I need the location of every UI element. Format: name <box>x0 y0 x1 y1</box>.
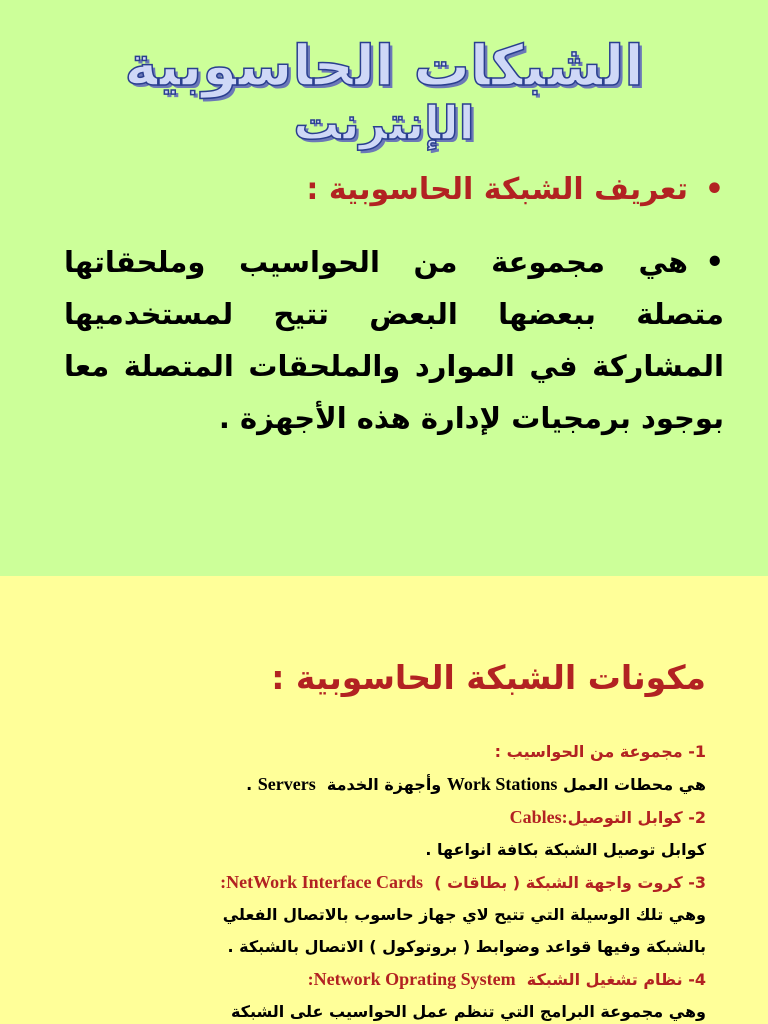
item-3-text-a: وهي تلك الوسيلة التي تتيح لاي جهاز حاسوب بالاتصال الفعلي <box>222 905 706 924</box>
slide-2 <box>0 576 768 1024</box>
item-4-title: 4- نظام تشغيل الشبكة <box>526 970 706 989</box>
item-2-text: كوابل توصيل الشبكة بكافة انواعها . <box>425 840 706 859</box>
components-list <box>46 736 706 1024</box>
item-1-title: 1- مجموعة من الحواسيب : <box>494 742 706 761</box>
item-1-text <box>46 768 706 801</box>
item-1-en-a: Work Stations <box>446 774 558 794</box>
slide-title <box>0 34 768 150</box>
item-2-title-line <box>46 801 706 834</box>
definition-text-bullet <box>64 236 724 444</box>
item-1-text-b: وأجهزة الخدمة <box>326 775 442 794</box>
title-line-2: الإنترنت <box>293 96 475 150</box>
item-4-title-line <box>46 963 706 996</box>
item-4-text: وهي مجموعة البرامج التي تنظم عمل الحواسيب على الشبكة <box>230 1002 706 1021</box>
item-3-title: 3- كروت واجهة الشبكة ( بطاقات ) <box>434 873 706 892</box>
definition-heading-bullet <box>306 172 724 207</box>
bullet-icon: • <box>704 172 724 207</box>
title-line-1: الشبكات الحاسوبية <box>124 34 644 99</box>
item-1-end: . <box>246 775 253 794</box>
item-3-en: :NetWork Interface Cards <box>220 872 424 892</box>
item-3-text-b: بالشبكة وفيها قواعد وضوابط ( بروتوكول ) الاتصال بالشبكة . <box>227 937 706 956</box>
definition-heading: تعريف الشبكة الحاسوبية : <box>306 172 688 207</box>
item-2-en: Cables: <box>509 807 568 827</box>
components-heading: مكونات الشبكة الحاسوبية : <box>271 658 706 697</box>
definition-text: هي مجموعة من الحواسيب وملحقاتها متصلة ببعضها البعض تتيح لمستخدميها المشاركة في الموارد والملحقات المتصلة معا بوجود برمجيات لإدارة هذه الأجهزة . <box>64 245 724 435</box>
item-3-title-line <box>46 866 706 899</box>
item-1-text-a: هي محطات العمل <box>562 775 706 794</box>
bullet-icon: • <box>705 245 724 279</box>
item-2-title: 2- كوابل التوصيل <box>567 808 706 827</box>
item-4-en: :Network Oprating System <box>307 969 516 989</box>
item-1-en-b: Servers <box>257 774 316 794</box>
